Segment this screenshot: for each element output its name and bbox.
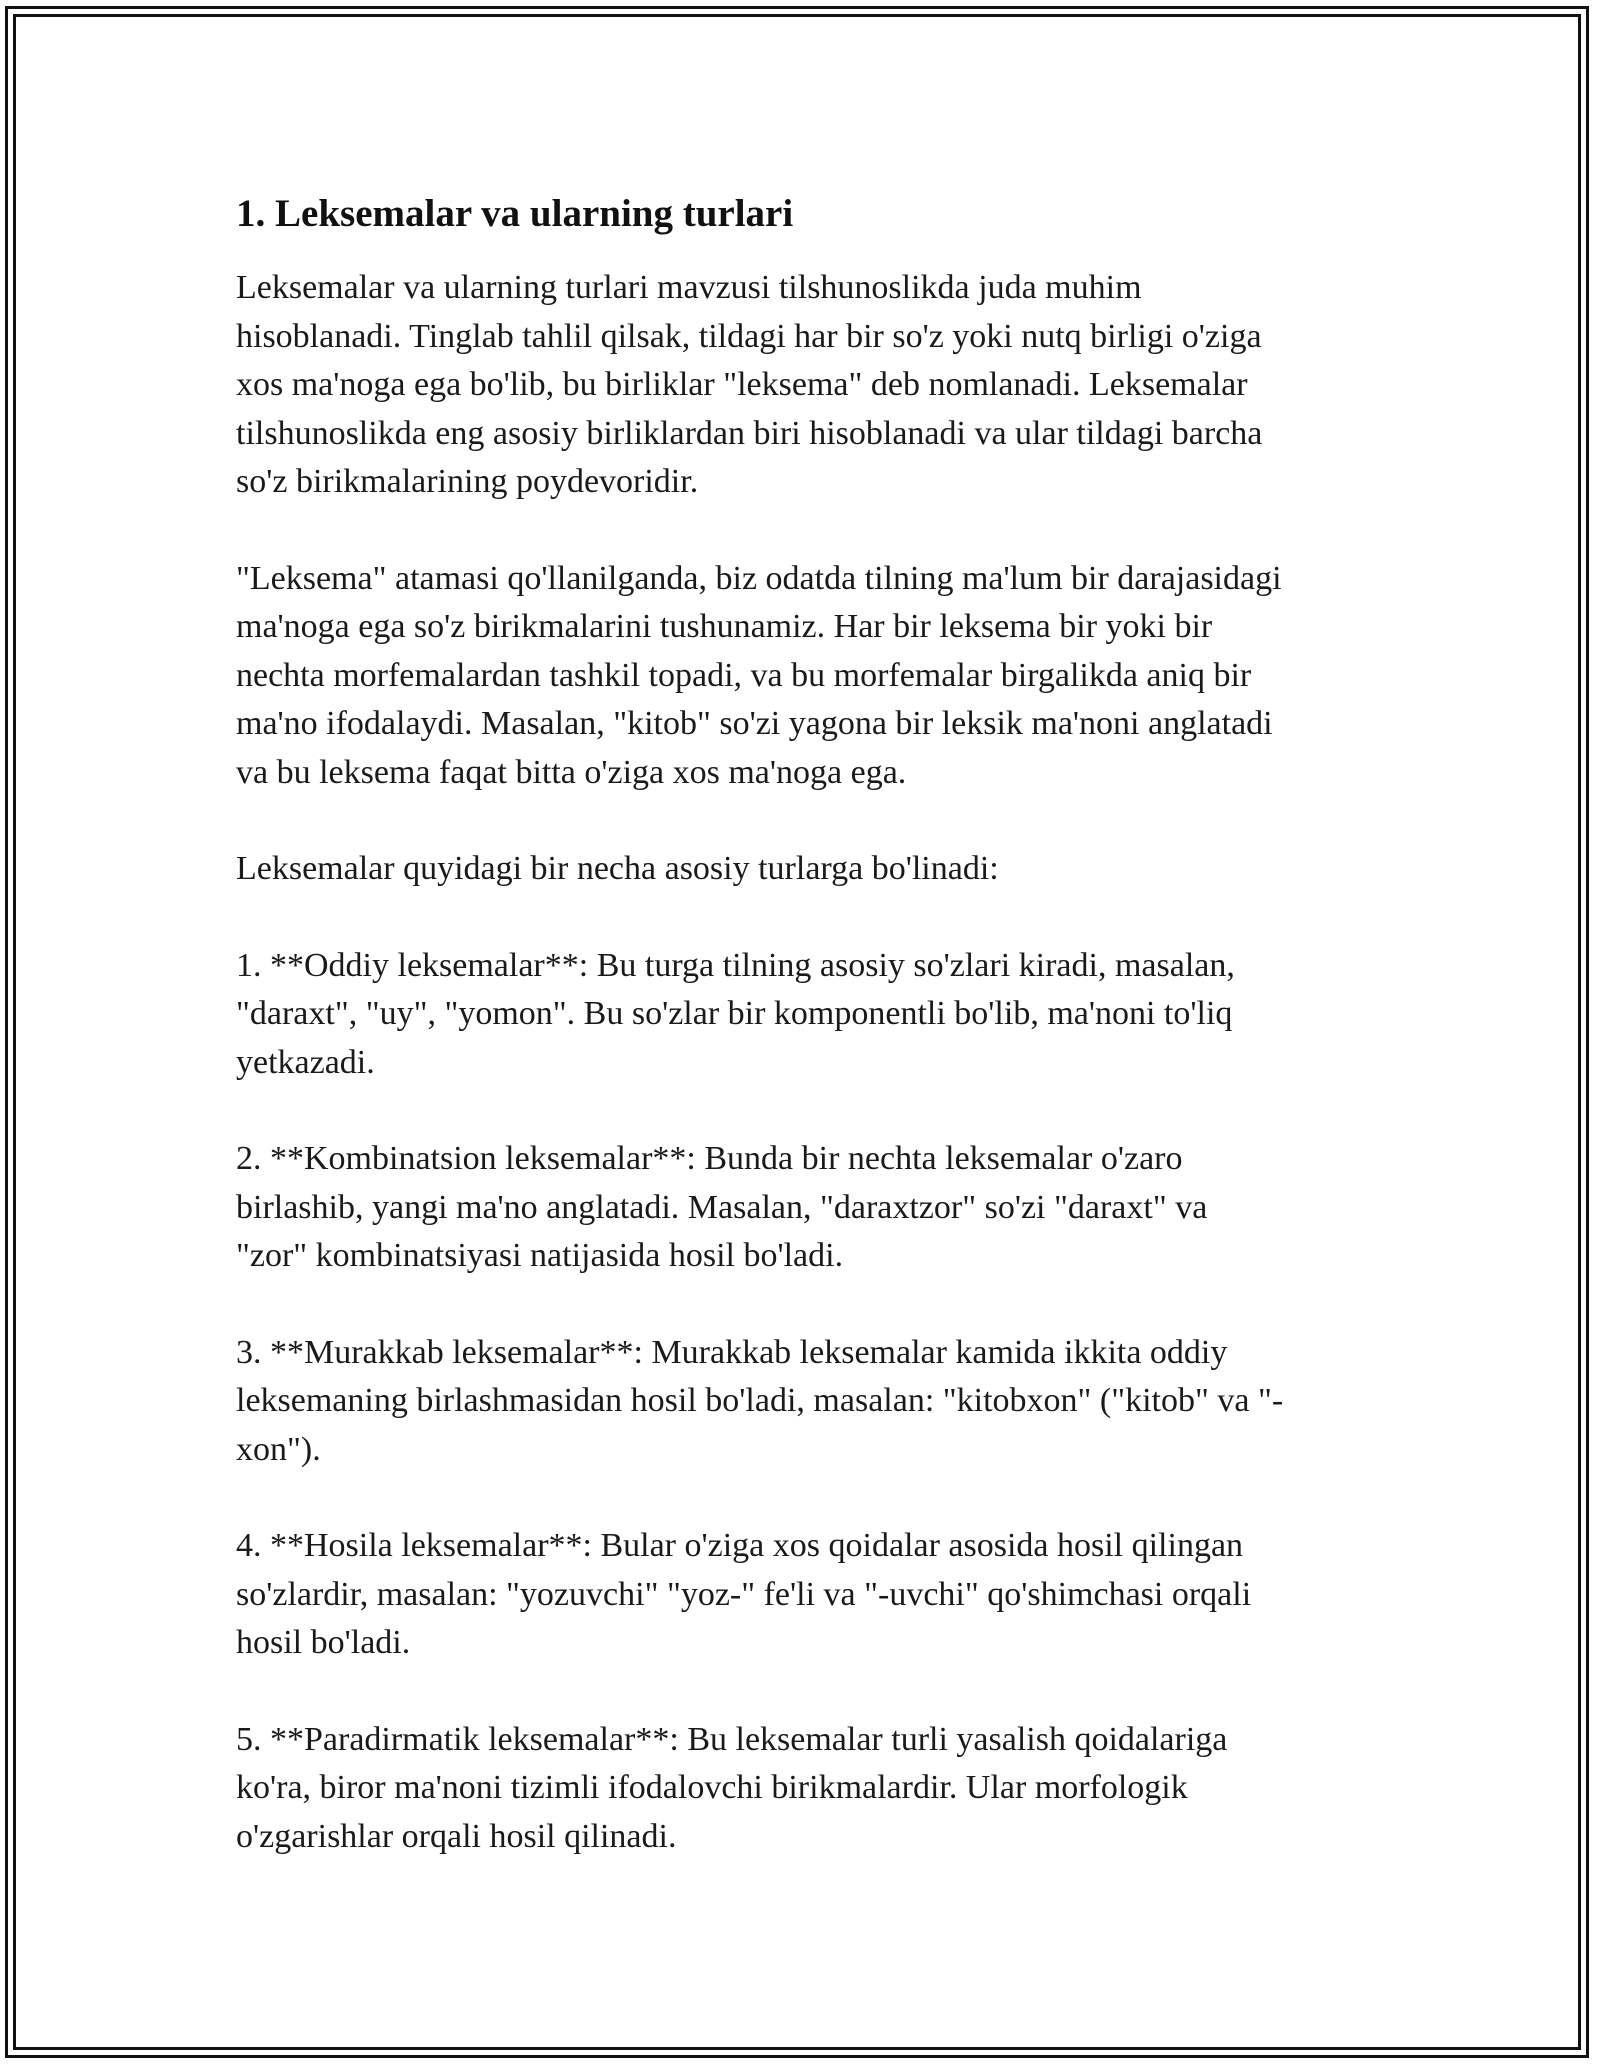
types-intro-paragraph: Leksemalar quyidagi bir necha asosiy turlarga bo'linadi: <box>236 850 999 887</box>
list-item-combinational-lexemes: 2. **Kombinatsion leksemalar**: Bunda bir nechta leksemalar o'zaro birlashib, yangi ma'no anglatadi. Masalan, "daraxtzor" so'zi "daraxt" va "zor" kombinatsiyasi natijasida hosil bo'ladi. <box>236 1140 1208 1274</box>
definition-paragraph: "Leksema" atamasi qo'llanilganda, biz odatda tilning ma'lum bir darajasidagi ma'noga ega so'z birikmalarini tushunamiz. Har bir leksema bir yoki bir nechta morfemalardan tashkil topadi, va bu morfemalar birgalikda aniq bir ma'no ifodalaydi. Masalan, "kitob" so'zi yagona bir leksik ma'noni anglatadi va bu leksema faqat bitta o'ziga xos ma'noga ega. <box>236 559 1282 791</box>
section-heading: 1. Leksemalar va ularning turlari <box>236 192 794 235</box>
list-item-compound-lexemes: 3. **Murakkab leksemalar**: Murakkab leksemalar kamida ikkita oddiy leksemaning birlashmasidan hosil bo'ladi, masalan: "kitobxon" ("kitob" va "- xon"). <box>236 1333 1284 1468</box>
list-item-simple-lexemes: 1. **Oddiy leksemalar**: Bu turga tilning asosiy so'zlari kiradi, masalan, "daraxt", "uy", "yomon". Bu so'zlar bir komponentli bo'lib, ma'noni to'liq yetkazadi. <box>236 946 1235 1081</box>
document-body <box>236 188 1376 1909</box>
list-item-derived-lexemes: 4. **Hosila leksemalar**: Bular o'ziga xos qoidalar asosida hosil qilingan so'zlardir, masalan: "yozuvchi" "yoz-" fe'li va "-uvchi" qo'shimchasi orqali hosil bo'ladi. <box>236 1527 1252 1661</box>
list-item-paradigmatic-lexemes: 5. **Paradirmatik leksemalar**: Bu leksemalar turli yasalish qoidalariga ko'ra, biror ma'noni tizimli ifodalovchi birikmalardir. Ular morfologik o'zgarishlar orqali hosil qilinadi. <box>236 1720 1228 1855</box>
intro-paragraph: Leksemalar va ularning turlari mavzusi tilshunoslikda juda muhim hisoblanadi. Tinglab tahlil qilsak, tildagi har bir so'z yoki nutq birligi o'ziga xos ma'noga ega bo'lib, bu birliklar "leksema" deb nomlanadi. Leksemalar tilshunoslikda eng asosiy birliklardan biri hisoblanadi va ular tildagi barcha so'z birikmalarining poydevoridir. <box>236 269 1263 500</box>
